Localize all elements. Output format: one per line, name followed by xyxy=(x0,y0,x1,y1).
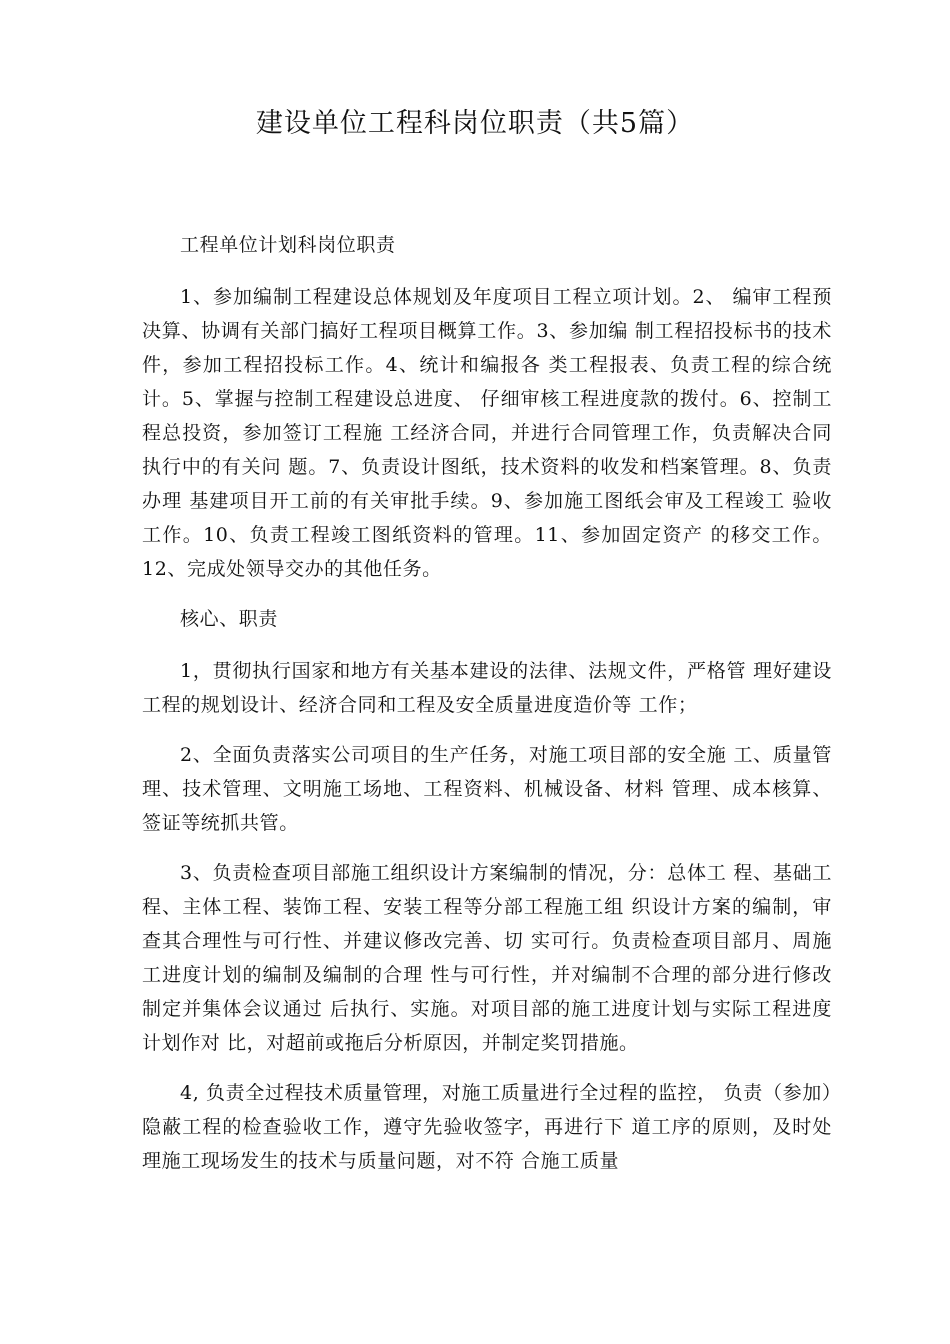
document-title: 建设单位工程科岗位职责（共5篇） xyxy=(255,108,695,139)
paragraph-duty-1: 1，贯彻执行国家和地方有关基本建设的法律、法规文件，严格管 理好建设工程的规划设计、经济合同和工程及安全质量进度造价等 工作； xyxy=(142,660,832,716)
paragraph-planning-duties: 1、参加编制工程建设总体规划及年度项目工程立项计划。2、 编审工程预决算、协调有关部门搞好工程项目概算工作。3、参加编 制工程招投标书的技术件，参加工程招投标工作。4、统计和编报各 类工程报表、负责工程的综合统计。5、掌握与控制工程建设总进度、 仔细审核工程进度款的拨付。6、控制工程总投资，参加签订工程施 工经济合同，并进行合同管理工作，负责解决合同执行中的有关问 题。7、负责设计图纸，技术资料的收发和档案管理。8、负责办理 基建项目开工前的有关审批手续。9、参加施工图纸会审及工程竣工 验收工作。10、负责工程竣工图纸资料的管理。11、参加固定资产 的移交工作。12、完成处领导交办的其他任务。 xyxy=(142,286,832,580)
paragraph-duty-2: 2、全面负责落实公司项目的生产任务，对施工项目部的安全施 工、质量管理、技术管理、文明施工场地、工程资料、机械设备、材料 管理、成本核算、签证等统抓共管。 xyxy=(142,744,832,834)
document-body xyxy=(142,228,832,1194)
paragraph-duty-3: 3、负责检查项目部施工组织设计方案编制的情况，分：总体工 程、基础工程、主体工程、装饰工程、安装工程等分部工程施工组 织设计方案的编制，审查其合理性与可行性、并建议修改完善、切 实可行。负责检查项目部月、周施工进度计划的编制及编制的合理 性与可行性，并对编制不合理的部分进行修改制定并集体会议通过 后执行、实施。对项目部的施工进度计划与实际工程进度计划作对 比，对超前或拖后分析原因，并制定奖罚措施。 xyxy=(142,862,832,1054)
section-heading-core-duties: 核心、职责 xyxy=(180,608,279,630)
section-heading-planning: 工程单位计划科岗位职责 xyxy=(180,234,396,256)
paragraph-duty-4: 4, 负责全过程技术质量管理，对施工质量进行全过程的监控， 负责（参加）隐蔽工程的检查验收工作，遵守先验收签字，再进行下 道工序的原则，及时处理施工现场发生的技术与质量问题，对不符 合施工质量 xyxy=(142,1082,832,1172)
